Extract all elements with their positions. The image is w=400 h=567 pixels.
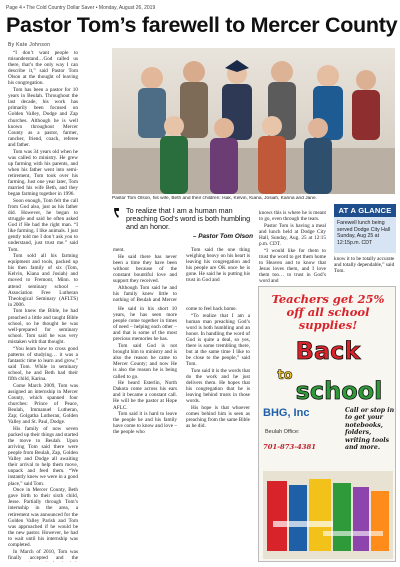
paragraph: His hope is that whoever comes behind him is seen as preaching from the same Bible as he did. [186, 405, 250, 430]
paragraph: Tom said the one thing weighing heavy on his heart is leaving his congregation and his people are OK once he is gone. He said he is putting his trust in God and [186, 247, 250, 284]
at-a-glance-body: Farewell lunch being served Dodge City Hall Sunday, Aug 25 at 12:15p.m. CDT [334, 217, 396, 253]
paragraph: come to feel back home. [186, 306, 237, 312]
ad-phone: 701-873-4381 [263, 443, 316, 451]
paragraph: He said there has never been a time they have been without because of the constant bountiful love and support they received. [113, 253, 177, 284]
quote-attribution: – Pastor Tom Olson [192, 233, 253, 240]
ad-to-word: to [277, 368, 293, 383]
paragraph: ment. [113, 247, 125, 253]
paragraph: He heard Esterlin, North Dakota come across his ears and it became a constant call. He will be the pastor at Hope AFLC. [113, 380, 177, 411]
paragraph: Tom said it is hard to leave the people he and his family have come to know and love – the people who [113, 411, 177, 436]
paragraph: Tom said God is not brought him to ministry and is also the reason he came to Mercer County; and now He is also the reason he is being called to go. [113, 343, 177, 380]
paragraph: In March of 2010, Tom was finally accepted and the [8, 548, 78, 561]
paragraph: His family of now seven packed up their things and started the move to Beulah. Upon arriving Tom said there were people from Beulah, Zap, Golden Valley and Dodge all awaiting their arrival to help them move, unpack and feed them. “We instantly knew we were in a good place,” said Tom. [8, 425, 78, 487]
paragraph: Come March 2009, Tom was assigned an internship in Mercer County, which spanned four churches: Prince of Peace, Beulah, Immanuel Lutheran, Zap; Golgatha Lutheran, Golden Valley and St. Paul, Dodge. [8, 382, 78, 426]
article-byline: By Kate Johnson [8, 42, 51, 48]
paragraph: Pastor Tom is having a meal and lunch held at Dodge City Hall, Sunday, Aug. 25 at 12:15 p.m. CDT. [259, 222, 326, 247]
paragraph: “You learn how to cross good patterns of studying… it was a fantastic time to learn and grow,” said Tom. While in seminary school, he and Beth had their fifth child, Karina. [8, 345, 78, 382]
article-column-1 [8, 50, 78, 562]
family-photo [112, 48, 395, 194]
back-to-school-graphic [265, 335, 391, 405]
page-header-line: Page 4 • The Cold Country Dollar Saver • Monday, August 26, 2019 [6, 5, 156, 11]
paragraph: Tom said it is the words that do the work and he just delivers them. He hopes that his congregation that he is leaving behind trusts in those words. [186, 367, 250, 405]
paragraph: knows this is where he is meant to go, even through the tears. [259, 210, 326, 223]
paragraph: Tom sold all his farming equipment and tools, packed up his then family of six (Tom, Kelvin, Kiana and Josiah) and moved to Fremont, Minn. to attend seminary school – Association Free Lutheran Theological Seminary (AFLTS) in 2006. [8, 253, 78, 308]
paragraph: “I would like for them to trust the word to get them home to Heaven and to know that Jesus loves them, and I love them too… to trust in God’s word and [259, 247, 326, 285]
paragraph: Soon enough, Tom felt the call from God also, just as his father did. However, he began to struggle and said he often asked God if He had the right man. “I like farming. I like animals. I just gently told me I don’t ask you to understand, just trust me.” said Tom. [8, 197, 78, 253]
ad-school-word: school [295, 377, 383, 405]
at-a-glance-box [334, 204, 396, 294]
photo-caption: Pastor Tom Olson, his wife, Beth and their children: Isak, Kelvin, Kiana, Josiah, Karina and Jane. [112, 196, 317, 201]
paragraph: Although Tom said he and his family knew little to nothing of Beulah and Mercer [113, 284, 177, 303]
article-column-2 [113, 247, 177, 303]
paragraph: Once in Mercer County, Beth gave birth to their sixth child, Jesse. Partially through Tom’s internship in the area, a retirement was announced for the Golden Valley Parish and Tom was approached if he would be the new pastor. However, he had to wait until his internship was completed. [8, 487, 78, 548]
at-a-glance-heading: AT A GLANCE [334, 204, 396, 217]
ad-office-label: Beulah Office: [265, 429, 300, 435]
school-supplies-ad [258, 286, 396, 562]
article-column-6 [186, 306, 250, 562]
ad-back-word: Back [295, 337, 361, 365]
paragraph: “I don’t want people to misunderstand…God called us there, that’s the only way I can describe it,” said Pastor Tom Olson at the thought of leaving his congregation. [8, 50, 78, 87]
brand-logo: BHG, Inc [263, 407, 310, 419]
school-supplies-image [263, 471, 393, 559]
ad-headline: Teachers get 25% off all school supplies! [271, 292, 385, 332]
paragraph: Tom knew the Bible, he had preached a little and taught Bible school, so he thought he was well-prepared for seminary school. Tom said he was very mistaken with that thought. [8, 308, 78, 345]
ad-call-out: Call or stop in to get your notebooks, folders, writing tools and more. [345, 407, 395, 452]
paragraph: Tom was 34 years old when he was called to ministry. He grew up farming with his parents, and when his father went into semi-retirement, Tom took over his farming. Just one year later, Tom married his wife Beth, and they began farming together in 1996. [8, 148, 78, 198]
paragraph: Tom has been a pastor for 10 years in Beulah. Throughout the last decade, his work has primarily been focused on Golden Valley, Dodge and Zap churches. Although he is well known throughout Mercer County as a pastor, farmer, rancher, friend, coach, referee and father. [8, 87, 78, 148]
pull-quote [113, 207, 255, 243]
article-column-3 [186, 247, 250, 303]
at-a-glance-continued: know it to be totally accurate and totally dependable,” said Tom. [334, 256, 395, 275]
article-column-5 [113, 306, 177, 562]
quote-text: To realize that I am a human man preaching God’s word is both humbling and an honor. [126, 206, 251, 231]
quote-mark-icon [113, 207, 123, 219]
article-headline: Pastor Tom’s farewell to Mercer County [6, 13, 398, 37]
paragraph: He said in his short 10 years, he has seen more people come together in times of need – helping each other – and that is some of the most precious memories he has. [113, 306, 177, 343]
paragraph: “To realize that I am a human man preaching God’s word is both humbling and an honor. In handling the word of God is quite a deal, so yes, there is some trembling there, but at the same time I like to be close to the people,” said Tom. [186, 312, 250, 368]
